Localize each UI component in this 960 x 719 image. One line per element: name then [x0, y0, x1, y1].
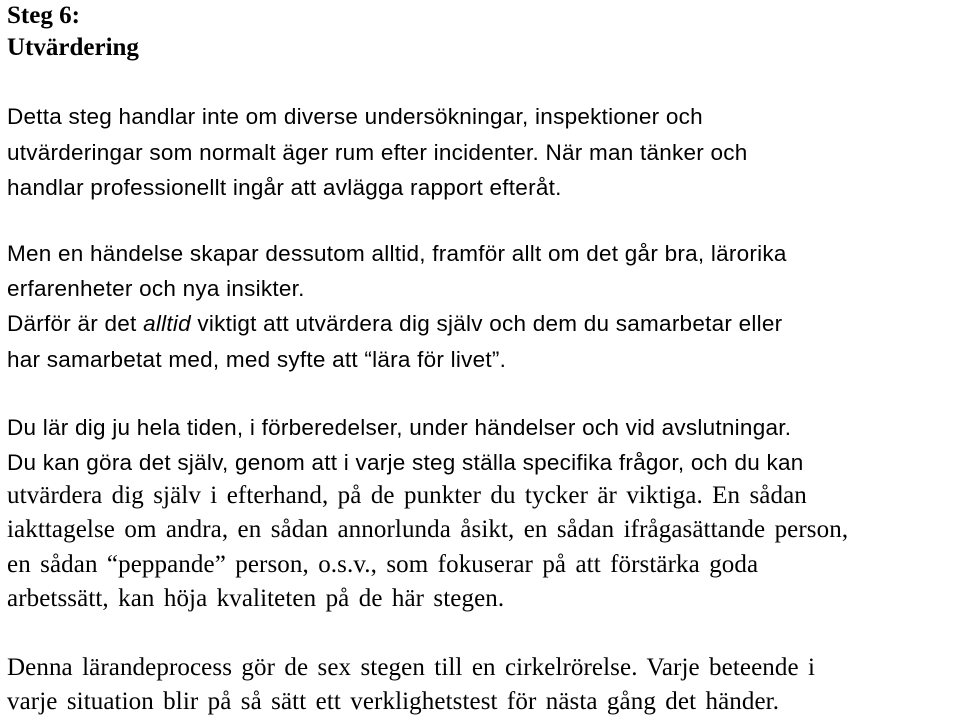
- paragraph-line: en sådan “peppande” person, o.s.v., som fokuserar på att förstärka goda: [7, 551, 759, 578]
- paragraph-line: Detta steg handlar inte om diverse undersökningar, inspektioner och: [7, 104, 703, 129]
- paragraph-line: Du lär dig ju hela tiden, i förberedelser, under händelser och vid avslutningar.: [7, 415, 792, 440]
- paragraph-line: erfarenheter och nya insikter.: [7, 276, 305, 301]
- paragraph-line-with-emphasis: [7, 307, 782, 341]
- paragraph-line: utvärderingar som normalt äger rum efter incidenter. När man tänker och: [7, 140, 748, 165]
- paragraph-line: utvärdera dig själv i efterhand, på de punkter du tycker är viktiga. En sådan: [7, 482, 807, 509]
- line-text: Därför är det: [7, 311, 144, 336]
- step-title-heading: Utvärdering: [7, 34, 139, 61]
- step-number-heading: Steg 6:: [7, 2, 80, 29]
- paragraph-line: Men en händelse skapar dessutom alltid, framför allt om det går bra, lärorika: [7, 241, 787, 266]
- paragraph-line: har samarbetat med, med syfte att “lära för livet”.: [7, 347, 507, 372]
- line-text: viktigt att utvärdera dig själv och dem du samarbetar eller: [190, 311, 783, 336]
- paragraph-line: arbetssätt, kan höja kvaliteten på de här stegen.: [7, 585, 505, 612]
- paragraph-line: iakttagelse om andra, en sådan annorlunda åsikt, en sådan ifrågasättande person,: [7, 516, 849, 543]
- paragraph-line: Denna lärandeprocess gör de sex stegen till en cirkelrörelse. Varje beteende i: [7, 654, 816, 681]
- paragraph-line: handlar professionellt ingår att avlägga rapport efteråt.: [7, 175, 562, 200]
- emphasized-word: alltid: [143, 311, 191, 336]
- paragraph-line: varje situation blir på så sätt ett verklighetstest för nästa gång det händer.: [7, 688, 780, 715]
- paragraph-line: Du kan göra det själv, genom att i varje steg ställa specifika frågor, och du kan: [7, 450, 804, 475]
